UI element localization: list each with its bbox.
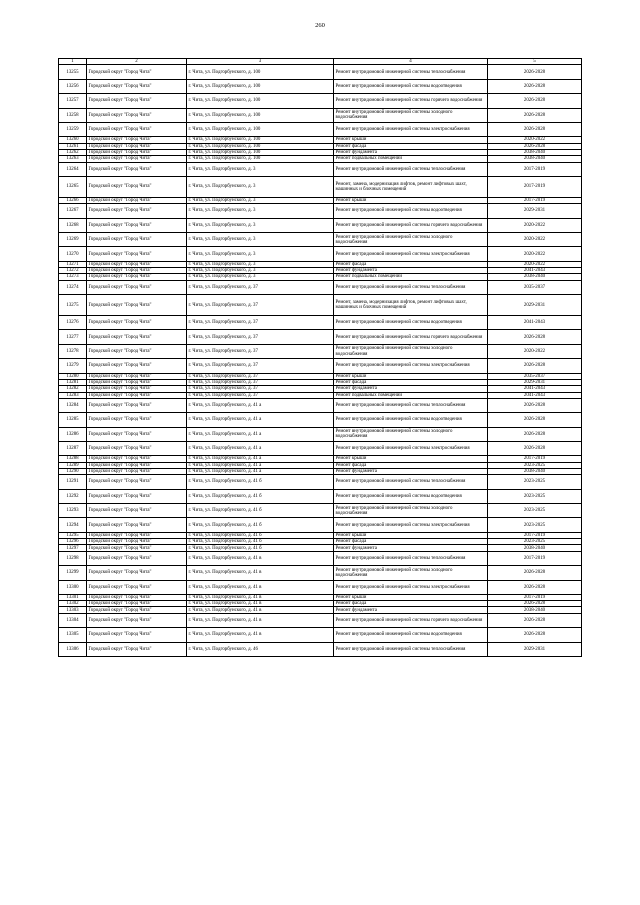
period-cell: 2038-2040 — [488, 468, 582, 474]
address-cell: г. Чита, ул. Подгорбунского, д. 3 — [187, 197, 334, 203]
municipality-cell: Городской округ "Город Чита" — [87, 176, 187, 197]
table-row — [59, 79, 582, 93]
work-type-cell: Ремонт внутридомовой инженерной системы водоотведения — [334, 316, 488, 330]
address-cell: г. Чита, ул. Подгорбунского, д. 3 — [187, 247, 334, 261]
address-cell: г. Чита, ул. Подгорбунского, д. 46 — [187, 642, 334, 656]
row-number-cell: 13287 — [59, 441, 87, 455]
period-cell: 2029-2031 — [488, 295, 582, 316]
period-cell: 2026-2028 — [488, 566, 582, 580]
municipality-cell: Городской округ "Город Чита" — [87, 427, 187, 441]
period-cell: 2035-2037 — [488, 373, 582, 379]
period-cell: 2035-2037 — [488, 280, 582, 294]
row-number-cell: 13300 — [59, 580, 87, 594]
municipality-cell: Городской округ "Город Чита" — [87, 274, 187, 280]
row-number-cell: 13306 — [59, 642, 87, 656]
address-cell: г. Чита, ул. Подгорбунского, д. 100 — [187, 137, 334, 143]
table-row — [59, 233, 582, 247]
period-cell: 2017-2019 — [488, 162, 582, 176]
address-cell: г. Чита, ул. Подгорбунского, д. 37 — [187, 379, 334, 385]
address-cell: г. Чита, ул. Подгорбунского, д. 41 б — [187, 475, 334, 489]
period-cell: 2026-2028 — [488, 580, 582, 594]
work-type-cell: Ремонт, замена, модернизация лифтов, ремонт лифтовых шахт, машинных и блочных помещений — [334, 295, 488, 316]
work-type-cell: Ремонт внутридомовой инженерной системы горячего водоснабжения — [334, 330, 488, 344]
municipality-cell: Городской округ "Город Чита" — [87, 295, 187, 316]
row-number-cell: 13278 — [59, 344, 87, 358]
table-row — [59, 628, 582, 642]
municipality-cell: Городской округ "Город Чита" — [87, 601, 187, 607]
row-number-cell: 13258 — [59, 108, 87, 122]
municipality-cell: Городской округ "Город Чита" — [87, 143, 187, 149]
municipality-cell: Городской округ "Город Чита" — [87, 197, 187, 203]
address-cell: г. Чита, ул. Подгорбунского, д. 100 — [187, 94, 334, 108]
row-number-cell: 13261 — [59, 143, 87, 149]
table-row — [59, 489, 582, 503]
table-row — [59, 330, 582, 344]
address-cell: г. Чита, ул. Подгорбунского, д. 41 а — [187, 456, 334, 462]
municipality-cell: Городской округ "Город Чита" — [87, 628, 187, 642]
work-type-cell: Ремонт внутридомовой инженерной системы теплоснабжения — [334, 642, 488, 656]
row-number-cell: 13264 — [59, 162, 87, 176]
period-cell: 2041-2043 — [488, 386, 582, 392]
work-type-cell: Ремонт фундамента — [334, 545, 488, 551]
table-row — [59, 247, 582, 261]
period-cell: 2017-2019 — [488, 594, 582, 600]
address-cell: г. Чита, ул. Подгорбунского, д. 37 — [187, 316, 334, 330]
row-number-cell: 13255 — [59, 65, 87, 79]
table-row — [59, 316, 582, 330]
address-cell: г. Чита, ул. Подгорбунского, д. 41 б — [187, 489, 334, 503]
period-cell: 2026-2028 — [488, 441, 582, 455]
period-cell: 2026-2028 — [488, 613, 582, 627]
municipality-cell: Городской округ "Город Чита" — [87, 545, 187, 551]
municipality-cell: Городской округ "Город Чита" — [87, 218, 187, 232]
row-number-cell: 13263 — [59, 156, 87, 162]
address-cell: г. Чита, ул. Подгорбунского, д. 37 — [187, 373, 334, 379]
municipality-cell: Городской округ "Город Чита" — [87, 475, 187, 489]
work-type-cell: Ремонт крыши — [334, 594, 488, 600]
period-cell: 2023-2025 — [488, 504, 582, 518]
address-cell: г. Чита, ул. Подгорбунского, д. 41 а — [187, 468, 334, 474]
work-type-cell: Ремонт внутридомовой инженерной системы холодного водоснабжения — [334, 108, 488, 122]
table-row — [59, 613, 582, 627]
work-type-cell: Ремонт внутридомовой инженерной системы водоотведения — [334, 413, 488, 427]
address-cell: г. Чита, ул. Подгорбунского, д. 100 — [187, 149, 334, 155]
table-row — [59, 413, 582, 427]
row-number-cell: 13280 — [59, 373, 87, 379]
period-cell: 2038-2040 — [488, 156, 582, 162]
table-body — [59, 65, 582, 657]
period-cell: 2026-2028 — [488, 330, 582, 344]
address-cell: г. Чита, ул. Подгорбунского, д. 41 б — [187, 539, 334, 545]
municipality-cell: Городской округ "Город Чита" — [87, 149, 187, 155]
address-cell: г. Чита, ул. Подгорбунского, д. 41 в — [187, 566, 334, 580]
address-cell: г. Чита, ул. Подгорбунского, д. 37 — [187, 330, 334, 344]
row-number-cell: 13294 — [59, 518, 87, 532]
row-number-cell: 13303 — [59, 607, 87, 613]
municipality-cell: Городской округ "Город Чита" — [87, 330, 187, 344]
period-cell: 2041-2043 — [488, 268, 582, 274]
period-cell: 2020-2022 — [488, 344, 582, 358]
row-number-cell: 13275 — [59, 295, 87, 316]
municipality-cell: Городской округ "Город Чита" — [87, 551, 187, 565]
period-cell: 2026-2028 — [488, 359, 582, 373]
work-type-cell: Ремонт внутридомовой инженерной системы горячего водоснабжения — [334, 94, 488, 108]
municipality-cell: Городской округ "Город Чита" — [87, 108, 187, 122]
row-number-cell: 13296 — [59, 539, 87, 545]
period-cell: 2026-2028 — [488, 628, 582, 642]
period-cell: 2038-2040 — [488, 607, 582, 613]
municipality-cell: Городской округ "Город Чита" — [87, 261, 187, 267]
work-type-cell: Ремонт крыши — [334, 373, 488, 379]
work-type-cell: Ремонт фасада — [334, 601, 488, 607]
address-cell: г. Чита, ул. Подгорбунского, д. 41 б — [187, 518, 334, 532]
address-cell: г. Чита, ул. Подгорбунского, д. 100 — [187, 156, 334, 162]
period-cell: 2017-2019 — [488, 176, 582, 197]
work-type-cell: Ремонт внутридомовой инженерной системы горячего водоснабжения — [334, 613, 488, 627]
table-row — [59, 441, 582, 455]
table-row — [59, 280, 582, 294]
period-cell: 2020-2022 — [488, 247, 582, 261]
municipality-cell: Городской округ "Город Чита" — [87, 489, 187, 503]
row-number-cell: 13284 — [59, 398, 87, 412]
table-row — [59, 204, 582, 218]
address-cell: г. Чита, ул. Подгорбунского, д. 100 — [187, 65, 334, 79]
row-number-cell: 13288 — [59, 456, 87, 462]
address-cell: г. Чита, ул. Подгорбунского, д. 41 а — [187, 413, 334, 427]
address-cell: г. Чита, ул. Подгорбунского, д. 37 — [187, 295, 334, 316]
period-cell: 2020-2022 — [488, 218, 582, 232]
capital-repair-table — [58, 58, 582, 657]
table-row — [59, 218, 582, 232]
address-cell: г. Чита, ул. Подгорбунского, д. 3 — [187, 162, 334, 176]
period-cell: 2029-2031 — [488, 204, 582, 218]
period-cell: 2023-2025 — [488, 539, 582, 545]
table-row — [59, 518, 582, 532]
row-number-cell: 13285 — [59, 413, 87, 427]
row-number-cell: 13256 — [59, 79, 87, 93]
period-cell: 2026-2028 — [488, 398, 582, 412]
row-number-cell: 13301 — [59, 594, 87, 600]
work-type-cell: Ремонт подвальных помещений — [334, 392, 488, 398]
row-number-cell: 13269 — [59, 233, 87, 247]
work-type-cell: Ремонт внутридомовой инженерной системы холодного водоснабжения — [334, 504, 488, 518]
row-number-cell: 13279 — [59, 359, 87, 373]
period-cell: 2026-2028 — [488, 108, 582, 122]
row-number-cell: 13283 — [59, 392, 87, 398]
row-number-cell: 13277 — [59, 330, 87, 344]
address-cell: г. Чита, ул. Подгорбунского, д. 41 в — [187, 628, 334, 642]
column-header: 3 — [187, 59, 334, 65]
table-row — [59, 427, 582, 441]
work-type-cell: Ремонт внутридомовой инженерной системы теплоснабжения — [334, 551, 488, 565]
row-number-cell: 13276 — [59, 316, 87, 330]
row-number-cell: 13274 — [59, 280, 87, 294]
municipality-cell: Городской округ "Город Чита" — [87, 233, 187, 247]
work-type-cell: Ремонт фундамента — [334, 149, 488, 155]
column-header: 2 — [87, 59, 187, 65]
table-row — [59, 580, 582, 594]
period-cell: 2017-2019 — [488, 456, 582, 462]
work-type-cell: Ремонт внутридомовой инженерной системы холодного водоснабжения — [334, 566, 488, 580]
table-row — [59, 398, 582, 412]
period-cell: 2041-2043 — [488, 316, 582, 330]
row-number-cell: 13305 — [59, 628, 87, 642]
period-cell: 2026-2028 — [488, 94, 582, 108]
period-cell: 2017-2019 — [488, 532, 582, 538]
row-number-cell: 13290 — [59, 468, 87, 474]
work-type-cell: Ремонт фасада — [334, 539, 488, 545]
work-type-cell: Ремонт крыши — [334, 532, 488, 538]
municipality-cell: Городской округ "Город Чита" — [87, 94, 187, 108]
municipality-cell: Городской округ "Город Чита" — [87, 566, 187, 580]
municipality-cell: Городской округ "Город Чита" — [87, 580, 187, 594]
row-number-cell: 13273 — [59, 274, 87, 280]
municipality-cell: Городской округ "Город Чита" — [87, 594, 187, 600]
municipality-cell: Городской округ "Город Чита" — [87, 386, 187, 392]
municipality-cell: Городской округ "Город Чита" — [87, 613, 187, 627]
period-cell: 2017-2019 — [488, 197, 582, 203]
table-row — [59, 122, 582, 136]
work-type-cell: Ремонт внутридомовой инженерной системы электроснабжения — [334, 359, 488, 373]
municipality-cell: Городской округ "Город Чита" — [87, 280, 187, 294]
address-cell: г. Чита, ул. Подгорбунского, д. 3 — [187, 268, 334, 274]
work-type-cell: Ремонт внутридомовой инженерной системы теплоснабжения — [334, 475, 488, 489]
address-cell: г. Чита, ул. Подгорбунского, д. 37 — [187, 392, 334, 398]
row-number-cell: 13289 — [59, 462, 87, 468]
work-type-cell: Ремонт внутридомовой инженерной системы электроснабжения — [334, 580, 488, 594]
address-cell: г. Чита, ул. Подгорбунского, д. 3 — [187, 274, 334, 280]
work-type-cell: Ремонт внутридомовой инженерной системы водоотведения — [334, 204, 488, 218]
work-type-cell: Ремонт крыши — [334, 197, 488, 203]
work-type-cell: Ремонт внутридомовой инженерной системы водоотведения — [334, 79, 488, 93]
address-cell: г. Чита, ул. Подгорбунского, д. 3 — [187, 176, 334, 197]
address-cell: г. Чита, ул. Подгорбунского, д. 41 а — [187, 398, 334, 412]
table-row — [59, 94, 582, 108]
address-cell: г. Чита, ул. Подгорбунского, д. 41 а — [187, 462, 334, 468]
municipality-cell: Городской округ "Город Чита" — [87, 344, 187, 358]
table-row — [59, 642, 582, 656]
municipality-cell: Городской округ "Город Чита" — [87, 456, 187, 462]
row-number-cell: 13260 — [59, 137, 87, 143]
row-number-cell: 13304 — [59, 613, 87, 627]
row-number-cell: 13270 — [59, 247, 87, 261]
row-number-cell: 13282 — [59, 386, 87, 392]
municipality-cell: Городской округ "Город Чита" — [87, 392, 187, 398]
row-number-cell: 13267 — [59, 204, 87, 218]
row-number-cell: 13265 — [59, 176, 87, 197]
address-cell: г. Чита, ул. Подгорбунского, д. 37 — [187, 359, 334, 373]
municipality-cell: Городской округ "Город Чита" — [87, 539, 187, 545]
work-type-cell: Ремонт подвальных помещений — [334, 156, 488, 162]
address-cell: г. Чита, ул. Подгорбунского, д. 41 а — [187, 427, 334, 441]
municipality-cell: Городской округ "Город Чита" — [87, 379, 187, 385]
work-type-cell: Ремонт внутридомовой инженерной системы холодного водоснабжения — [334, 344, 488, 358]
municipality-cell: Городской округ "Город Чита" — [87, 398, 187, 412]
work-type-cell: Ремонт внутридомовой инженерной системы холодного водоснабжения — [334, 233, 488, 247]
column-header: 5 — [488, 59, 582, 65]
row-number-cell: 13302 — [59, 601, 87, 607]
row-number-cell: 13297 — [59, 545, 87, 551]
table-row — [59, 475, 582, 489]
municipality-cell: Городской округ "Город Чита" — [87, 156, 187, 162]
work-type-cell: Ремонт внутридомовой инженерной системы водоотведения — [334, 628, 488, 642]
period-cell: 2038-2040 — [488, 274, 582, 280]
work-type-cell: Ремонт внутридомовой инженерной системы электроснабжения — [334, 247, 488, 261]
table-row — [59, 108, 582, 122]
table-row — [59, 551, 582, 565]
table-row — [59, 176, 582, 197]
work-type-cell: Ремонт внутридомовой инженерной системы водоотведения — [334, 489, 488, 503]
row-number-cell: 13266 — [59, 197, 87, 203]
row-number-cell: 13295 — [59, 532, 87, 538]
municipality-cell: Городской округ "Город Чита" — [87, 137, 187, 143]
work-type-cell: Ремонт, замена, модернизация лифтов, ремонт лифтовых шахт, машинных и блочных помещений — [334, 176, 488, 197]
row-number-cell: 13291 — [59, 475, 87, 489]
municipality-cell: Городской округ "Город Чита" — [87, 316, 187, 330]
work-type-cell: Ремонт внутридомовой инженерной системы теплоснабжения — [334, 65, 488, 79]
address-cell: г. Чита, ул. Подгорбунского, д. 3 — [187, 261, 334, 267]
address-cell: г. Чита, ул. Подгорбунского, д. 41 в — [187, 613, 334, 627]
period-cell: 2020-2022 — [488, 137, 582, 143]
row-number-cell: 13262 — [59, 149, 87, 155]
period-cell: 2017-2019 — [488, 551, 582, 565]
municipality-cell: Городской округ "Город Чита" — [87, 79, 187, 93]
period-cell: 2038-2040 — [488, 545, 582, 551]
period-cell: 2026-2028 — [488, 427, 582, 441]
table-row — [59, 359, 582, 373]
period-cell: 2029-2031 — [488, 379, 582, 385]
table-row — [59, 566, 582, 580]
address-cell: г. Чита, ул. Подгорбунского, д. 41 а — [187, 441, 334, 455]
work-type-cell: Ремонт внутридомовой инженерной системы электроснабжения — [334, 122, 488, 136]
row-number-cell: 13272 — [59, 268, 87, 274]
address-cell: г. Чита, ул. Подгорбунского, д. 37 — [187, 386, 334, 392]
work-type-cell: Ремонт фундамента — [334, 468, 488, 474]
period-cell: 2020-2022 — [488, 261, 582, 267]
municipality-cell: Городской округ "Город Чита" — [87, 504, 187, 518]
period-cell: 2041-2043 — [488, 392, 582, 398]
address-cell: г. Чита, ул. Подгорбунского, д. 37 — [187, 280, 334, 294]
address-cell: г. Чита, ул. Подгорбунского, д. 100 — [187, 108, 334, 122]
period-cell: 2026-2028 — [488, 601, 582, 607]
work-type-cell: Ремонт внутридомовой инженерной системы теплоснабжения — [334, 398, 488, 412]
work-type-cell: Ремонт внутридомовой инженерной системы теплоснабжения — [334, 280, 488, 294]
address-cell: г. Чита, ул. Подгорбунского, д. 41 в — [187, 594, 334, 600]
municipality-cell: Городской округ "Город Чита" — [87, 122, 187, 136]
row-number-cell: 13281 — [59, 379, 87, 385]
address-cell: г. Чита, ул. Подгорбунского, д. 41 в — [187, 601, 334, 607]
table-row — [59, 295, 582, 316]
table-row — [59, 344, 582, 358]
municipality-cell: Городской округ "Город Чита" — [87, 413, 187, 427]
column-header: 1 — [59, 59, 87, 65]
municipality-cell: Городской округ "Город Чита" — [87, 642, 187, 656]
column-header: 4 — [334, 59, 488, 65]
address-cell: г. Чита, ул. Подгорбунского, д. 41 в — [187, 551, 334, 565]
address-cell: г. Чита, ул. Подгорбунского, д. 41 б — [187, 504, 334, 518]
address-cell: г. Чита, ул. Подгорбунского, д. 41 в — [187, 607, 334, 613]
municipality-cell: Городской округ "Город Чита" — [87, 468, 187, 474]
page-number: 260 — [315, 22, 325, 29]
period-cell: 2023-2025 — [488, 462, 582, 468]
work-type-cell: Ремонт фасада — [334, 462, 488, 468]
municipality-cell: Городской округ "Город Чита" — [87, 518, 187, 532]
work-type-cell: Ремонт фундамента — [334, 268, 488, 274]
work-type-cell: Ремонт внутридомовой инженерной системы теплоснабжения — [334, 162, 488, 176]
period-cell: 2026-2028 — [488, 65, 582, 79]
row-number-cell: 13299 — [59, 566, 87, 580]
period-cell: 2026-2028 — [488, 143, 582, 149]
work-type-cell: Ремонт крыши — [334, 137, 488, 143]
address-cell: г. Чита, ул. Подгорбунского, д. 3 — [187, 218, 334, 232]
work-type-cell: Ремонт внутридомовой инженерной системы холодного водоснабжения — [334, 427, 488, 441]
row-number-cell: 13268 — [59, 218, 87, 232]
work-type-cell: Ремонт внутридомовой инженерной системы электроснабжения — [334, 518, 488, 532]
work-type-cell: Ремонт крыши — [334, 456, 488, 462]
period-cell: 2038-2040 — [488, 149, 582, 155]
municipality-cell: Городской округ "Город Чита" — [87, 65, 187, 79]
address-cell: г. Чита, ул. Подгорбунского, д. 41 б — [187, 532, 334, 538]
address-cell: г. Чита, ул. Подгорбунского, д. 100 — [187, 143, 334, 149]
row-number-cell: 13271 — [59, 261, 87, 267]
address-cell: г. Чита, ул. Подгорбунского, д. 100 — [187, 122, 334, 136]
period-cell: 2023-2025 — [488, 518, 582, 532]
address-cell: г. Чита, ул. Подгорбунского, д. 3 — [187, 204, 334, 218]
table-row — [59, 504, 582, 518]
row-number-cell: 13259 — [59, 122, 87, 136]
work-type-cell: Ремонт фасада — [334, 379, 488, 385]
period-cell: 2026-2028 — [488, 413, 582, 427]
address-cell: г. Чита, ул. Подгорбунского, д. 100 — [187, 79, 334, 93]
period-cell: 2026-2028 — [488, 79, 582, 93]
municipality-cell: Городской округ "Город Чита" — [87, 162, 187, 176]
period-cell: 2029-2031 — [488, 642, 582, 656]
work-type-cell: Ремонт внутридомовой инженерной системы электроснабжения — [334, 441, 488, 455]
municipality-cell: Городской округ "Город Чита" — [87, 204, 187, 218]
work-type-cell: Ремонт фасада — [334, 261, 488, 267]
municipality-cell: Городской округ "Город Чита" — [87, 462, 187, 468]
address-cell: г. Чита, ул. Подгорбунского, д. 37 — [187, 344, 334, 358]
municipality-cell: Городской округ "Город Чита" — [87, 441, 187, 455]
row-number-cell: 13286 — [59, 427, 87, 441]
row-number-cell: 13298 — [59, 551, 87, 565]
period-cell: 2023-2025 — [488, 475, 582, 489]
table-row — [59, 65, 582, 79]
work-type-cell: Ремонт подвальных помещений — [334, 274, 488, 280]
work-type-cell: Ремонт фундамента — [334, 386, 488, 392]
address-cell: г. Чита, ул. Подгорбунского, д. 3 — [187, 233, 334, 247]
row-number-cell: 13293 — [59, 504, 87, 518]
row-number-cell: 13292 — [59, 489, 87, 503]
municipality-cell: Городской округ "Город Чита" — [87, 373, 187, 379]
work-type-cell: Ремонт фасада — [334, 143, 488, 149]
municipality-cell: Городской округ "Город Чита" — [87, 532, 187, 538]
municipality-cell: Городской округ "Город Чита" — [87, 247, 187, 261]
address-cell: г. Чита, ул. Подгорбунского, д. 41 б — [187, 545, 334, 551]
period-cell: 2026-2028 — [488, 122, 582, 136]
row-number-cell: 13257 — [59, 94, 87, 108]
work-type-cell: Ремонт фундамента — [334, 607, 488, 613]
work-type-cell: Ремонт внутридомовой инженерной системы горячего водоснабжения — [334, 218, 488, 232]
period-cell: 2023-2025 — [488, 489, 582, 503]
municipality-cell: Городской округ "Город Чита" — [87, 359, 187, 373]
address-cell: г. Чита, ул. Подгорбунского, д. 41 в — [187, 580, 334, 594]
table-row — [59, 162, 582, 176]
period-cell: 2020-2022 — [488, 233, 582, 247]
municipality-cell: Городской округ "Город Чита" — [87, 607, 187, 613]
municipality-cell: Городской округ "Город Чита" — [87, 268, 187, 274]
